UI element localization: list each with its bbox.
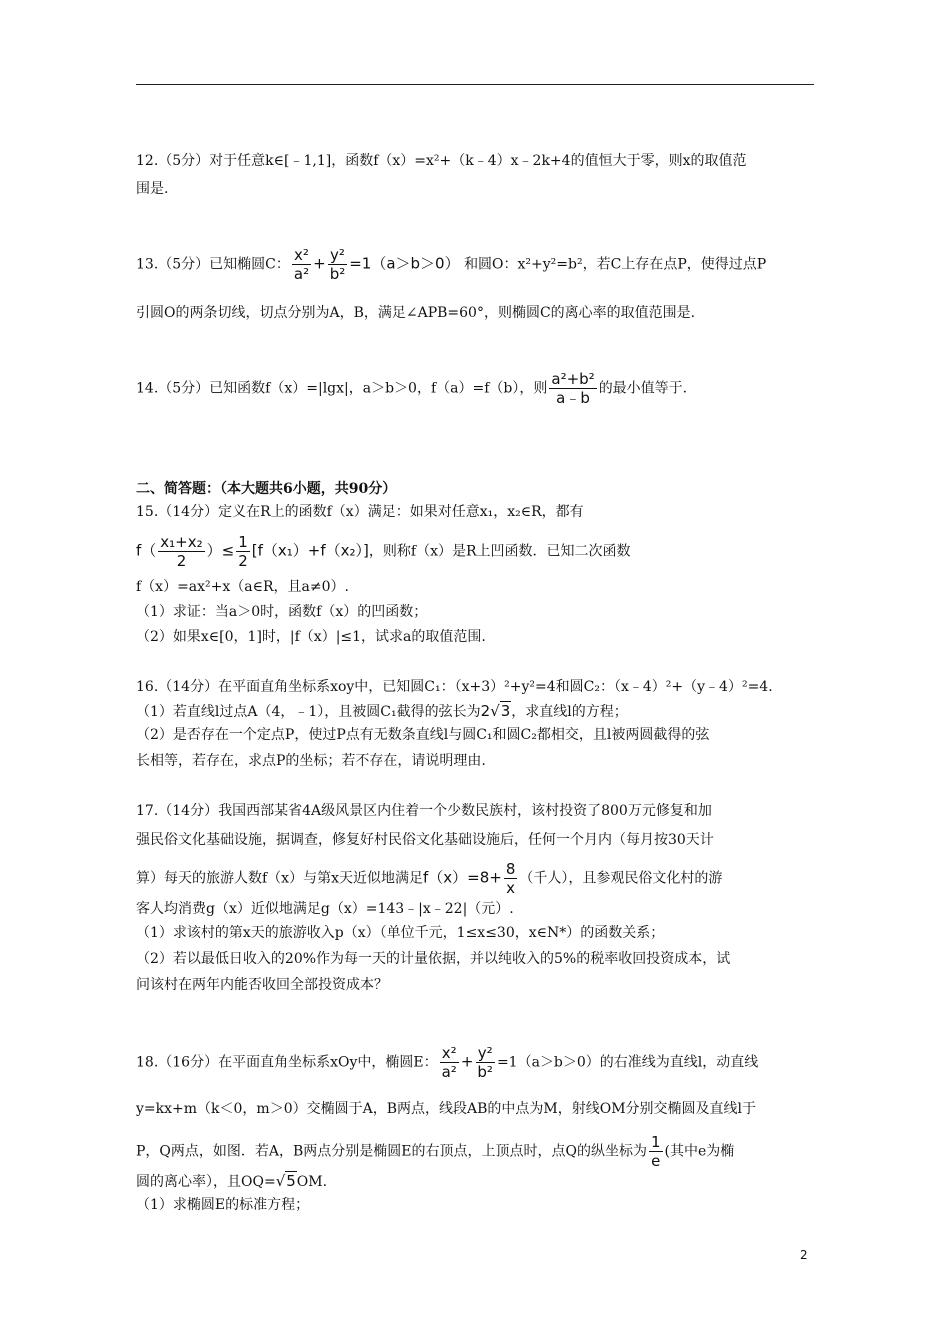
q18-fraction-e-den: e [651,1152,661,1170]
q18-suffix: =1（a＞b＞0）的右准线为直线l，动直线 [496,1054,759,1071]
q13-plus: + [313,254,326,273]
q13-suffix: 和圆O：x²+y²=b²，若C上存在点P，使得过点P [464,256,767,273]
q15-line5: （2）如果x∈[0，1]时，|f（x）|≤1，试求a的取值范围. [136,629,486,645]
q15-fraction-half-num: 1 [238,533,248,551]
q13-fraction-x-den: a² [293,265,310,283]
q16-line2-prefix: （1）若直线l过点A（4，﹣1），且被圆C₁截得的弦长为 [136,704,481,720]
q14-prefix: 14.（5分）已知函数f（x）=|lgx|，a＞b＞0，f（a）=f（b），则 [136,380,548,397]
q13-fraction-x [292,246,311,283]
q17-formula-lhs: f（x）=8+ [422,868,502,887]
q18-fraction-x-num: x² [441,1044,457,1062]
q16-line3: （2）是否存在一个定点P，使过P点有无数条直线l与圆C₁和圆C₂都相交，且l被两圆截得的弦 [136,727,710,743]
q13-line1 [136,246,766,283]
q17-line3 [136,860,722,897]
q15-fraction-half [236,533,250,570]
q18-line4-suffix: OM. [296,1174,328,1190]
q18-plus: + [460,1052,474,1071]
section-heading: 二、简答题：（本大题共6小题，共90分） [136,481,397,497]
q13-line2: 引圆O的两条切线，切点分别为A，B，满足∠APB=60°，则椭圆C的离心率的取值范围是. [136,305,696,321]
q14-line [136,370,687,407]
q18-line3 [136,1133,734,1170]
q13-fraction-x-num: x² [294,246,309,264]
q15-bracket: [f（x₁）+f（x₂）] [251,541,369,560]
q18-line1 [136,1044,758,1081]
q18-line4-prefix: 圆的离心率），且OQ= [136,1174,276,1190]
q15-f-open: f（ [136,541,157,560]
q16-line1: 16.（14分）在平面直角坐标系xoy中，已知圆C₁：（x+3）²+y²=4和圆C₂：（x﹣4）²+（y﹣4）²=4. [136,679,773,695]
q14-fraction-num: a²+b² [551,370,595,388]
q17-line3-prefix: 算）每天的旅游人数f（x）与第x天近似地满足 [136,870,423,887]
q17-fraction-num: 8 [505,860,516,878]
q14-fraction-den: a﹣b [556,389,590,407]
q15-line1: 15.（14分）定义在R上的函数f（x）满足：如果对任意x₁，x₂∈R，都有 [136,504,584,520]
q18-prefix: 18.（16分）在平面直角坐标系xOy中，椭圆E： [136,1054,438,1071]
q13-eq: =1（a＞b＞0） [349,254,460,273]
q12-line1: 12.（5分）对于任意k∈[﹣1,1]，函数f（x）=x²+（k﹣4）x﹣2k+4的值恒大于零，则x的取值范 [136,153,747,169]
q18-line3-prefix: P，Q两点，如图．若A，B两点分别是椭圆E的右顶点，上顶点时，点Q的纵坐标为 [136,1143,647,1160]
q15-line2 [136,533,631,570]
q18-radical: √5 [275,1172,296,1190]
q17-line2: 强民俗文化基础设施，据调查，修复好村民俗文化基础设施后，任何一个月内（每月按30天计 [136,832,714,848]
q18-fraction-e [649,1133,663,1170]
q15-line4: （1）求证：当a＞0时，函数f（x）的凹函数； [136,604,428,620]
q18-fraction-x [440,1044,459,1081]
q18-line4 [136,1170,327,1193]
q18-line5: （1）求椭圆E的标准方程； [136,1197,310,1213]
q16-line2 [136,700,628,723]
q17-line1: 17.（14分）我国西部某省4A级风景区内住着一个少数民族村，该村投资了800万元修复和加 [136,803,712,819]
q13-fraction-y-num: y² [330,246,345,264]
q13-fraction-y-den: b² [329,265,346,283]
q16-radical-coef: 2 [480,702,491,720]
q12-line2: 围是. [136,181,169,197]
q17-fraction [504,860,518,897]
q17-line4: 客人均消费g（x）近似地满足g（x）=143﹣|x﹣22|（元）. [136,901,514,917]
q17-fraction-den: x [506,879,516,897]
q15-line2-suffix: ，则称f（x）是R上凹函数．已知二次函数 [368,543,631,560]
q18-fraction-x-den: a² [441,1063,457,1081]
q15-fraction-mid-den: 2 [176,552,187,570]
q18-fraction-e-num: 1 [651,1133,661,1151]
q16-radical-value: 3 [500,702,511,720]
q17-line6: （2）若以最低日收入的20%作为每一天的计量依据，并以纯收入的5%的税率收回投资成本，试 [136,951,731,967]
header-rule [136,84,814,85]
q17-line5: （1）求该村的第x天的旅游收入p（x）（单位千元，1≤x≤30，x∈N*）的函数关系； [136,925,665,941]
q14-fraction [549,370,596,407]
q18-fraction-y-num: y² [477,1044,493,1062]
q18-radical-value: 5 [286,1172,296,1190]
q14-suffix: 的最小值等于. [598,380,688,397]
q17-line3-suffix: （千人），且参观民俗文化村的游 [519,870,723,887]
q16-line2-suffix: ，求直线l的方程； [511,704,628,720]
q16-radical: 2√3 [480,702,511,720]
q18-line2: y=kx+m（k＜0，m＞0）交椭圆于A，B两点，线段AB的中点为M，射线OM分别交椭圆及直线l于 [136,1101,757,1117]
q18-fraction-y-den: b² [477,1063,493,1081]
q16-line4: 长相等，若存在，求点P的坐标；若不存在，请说明理由. [136,753,486,769]
q15-fraction-half-den: 2 [238,552,248,570]
q15-fraction-mid [158,533,204,570]
q13-prefix: 13.（5分）已知椭圆C： [136,256,290,273]
q18-fraction-y [475,1044,495,1081]
q15-leq: ）≤ [206,541,235,560]
q13-fraction-y [328,246,348,283]
page-number: 2 [800,1248,808,1262]
q15-line3: f（x）=ax²+x（a∈R，且a≠0）. [136,579,349,595]
q18-line3-suffix: (其中e为椭 [664,1143,735,1160]
q17-line7: 问该村在两年内能否收回全部投资成本？ [136,977,388,993]
q15-fraction-mid-num: x₁+x₂ [160,533,203,551]
